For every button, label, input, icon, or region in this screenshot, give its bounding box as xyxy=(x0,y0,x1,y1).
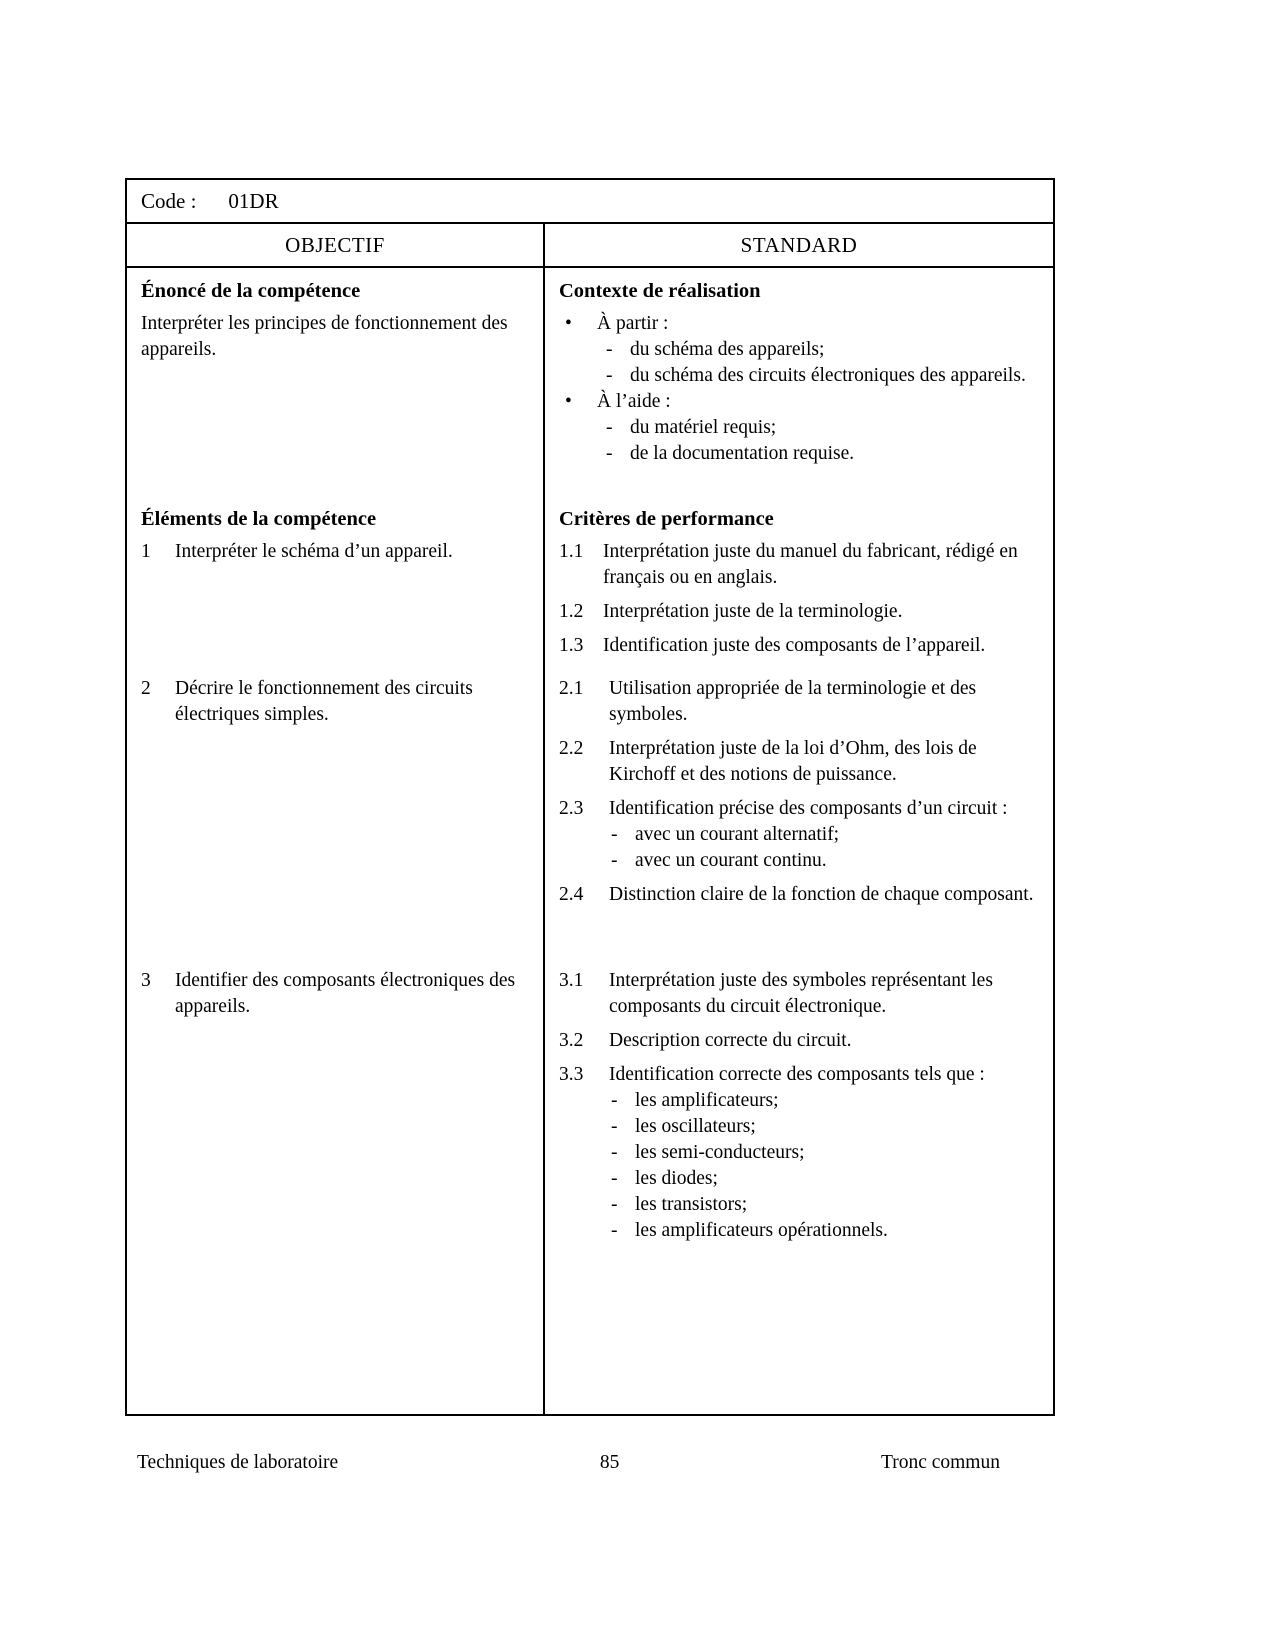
dash-item xyxy=(606,363,1039,389)
element-item xyxy=(141,539,529,565)
critere-item xyxy=(559,599,1039,625)
dash-text: les amplificateurs opérationnels. xyxy=(635,1220,888,1241)
dash-text: avec un courant alternatif; xyxy=(635,824,840,845)
bullet-body xyxy=(597,389,1039,467)
footer-doc-title: Techniques de laboratoire xyxy=(137,1452,339,1473)
objectif-column-header: OBJECTIF xyxy=(127,224,545,266)
standard-column-header: STANDARD xyxy=(740,232,858,257)
element-number: 3 xyxy=(141,970,151,991)
enonce-text: Interpréter les principes de fonctionnement des appareils. xyxy=(141,313,508,360)
dash-item xyxy=(606,415,1039,441)
footer-section-title: Tronc commun xyxy=(880,1452,1000,1473)
elements-title: Éléments de la compétence xyxy=(141,508,377,530)
dash-text: les diodes; xyxy=(635,1168,718,1189)
critere-item xyxy=(559,676,1039,728)
element-number: 1 xyxy=(141,541,151,562)
dash-marker: - xyxy=(611,1168,618,1189)
critere-text: Utilisation appropriée de la terminologie et des symboles. xyxy=(609,678,977,725)
critere-text: Identification juste des composants de l’appareil. xyxy=(603,635,986,656)
page-footer xyxy=(137,1452,1000,1474)
bullet-marker: • xyxy=(565,391,572,412)
critere-item xyxy=(559,539,1039,591)
critere-item xyxy=(559,1062,1039,1088)
dash-item xyxy=(611,1192,1039,1218)
element-number: 2 xyxy=(141,678,151,699)
elements-section xyxy=(127,496,545,662)
code-row xyxy=(127,180,1053,224)
critere-text: Identification précise des composants d’un circuit : xyxy=(609,798,1008,819)
enonce-title: Énoncé de la compétence xyxy=(141,280,361,302)
critere-text: Interprétation juste des symboles représentant les composants du circuit électronique. xyxy=(609,970,993,1017)
critere-number: 2.2 xyxy=(559,738,584,759)
bullet-text: À partir : xyxy=(597,313,669,334)
dash-marker: - xyxy=(611,1116,618,1137)
critere-number: 1.3 xyxy=(559,635,584,656)
dash-item xyxy=(611,822,1039,848)
critere-text: Description correcte du circuit. xyxy=(609,1030,852,1051)
dash-text: les semi-conducteurs; xyxy=(635,1142,805,1163)
code-label: Code : xyxy=(141,188,197,213)
element-section-3 xyxy=(127,954,545,1414)
criteres-title: Critères de performance xyxy=(559,508,774,530)
code-value: 01DR xyxy=(228,188,279,213)
bullet-text: À l’aide : xyxy=(597,391,671,412)
critere-number: 3.3 xyxy=(559,1064,584,1085)
dash-text: les oscillateurs; xyxy=(635,1116,756,1137)
bullet-item xyxy=(559,389,1039,467)
dash-marker: - xyxy=(606,339,613,360)
dash-item xyxy=(611,1166,1039,1192)
critere-number: 2.1 xyxy=(559,678,584,699)
dash-marker: - xyxy=(611,1090,618,1111)
table-body xyxy=(127,268,1053,1414)
dash-item xyxy=(611,1218,1039,1244)
critere-item xyxy=(559,796,1039,822)
footer-page-number: 85 xyxy=(599,1452,620,1473)
column-header-row xyxy=(127,224,1053,268)
enonce-section xyxy=(127,268,545,496)
dash-text: de la documentation requise. xyxy=(630,443,855,464)
dash-text: les transistors; xyxy=(635,1194,748,1215)
element-item xyxy=(141,968,529,1020)
dash-text: avec un courant continu. xyxy=(635,850,827,871)
dash-text: du schéma des appareils; xyxy=(630,339,825,360)
competency-table xyxy=(125,178,1055,1416)
critere-text: Interprétation juste de la terminologie. xyxy=(603,601,903,622)
element-item xyxy=(141,676,529,728)
dash-marker: - xyxy=(611,850,618,871)
dash-item xyxy=(611,1140,1039,1166)
dash-item xyxy=(606,337,1039,363)
critere-item xyxy=(559,736,1039,788)
element-section-2 xyxy=(127,662,545,954)
dash-marker: - xyxy=(611,824,618,845)
dash-text: les amplificateurs; xyxy=(635,1090,779,1111)
critere-sub-list xyxy=(611,822,1039,874)
critere-item xyxy=(559,1028,1039,1054)
bullet-item xyxy=(559,311,1039,389)
critere-number: 3.1 xyxy=(559,970,584,991)
contexte-section xyxy=(545,268,1053,496)
critere-item xyxy=(559,633,1039,659)
dash-marker: - xyxy=(611,1194,618,1215)
critere-text: Distinction claire de la fonction de chaque composant. xyxy=(609,884,1034,905)
dash-marker: - xyxy=(606,417,613,438)
contexte-title: Contexte de réalisation xyxy=(559,280,761,302)
criteres-section xyxy=(545,496,1053,662)
critere-number: 2.4 xyxy=(559,884,584,905)
dash-marker: - xyxy=(611,1142,618,1163)
dash-marker: - xyxy=(606,365,613,386)
bullet-body xyxy=(597,311,1039,389)
dash-item xyxy=(611,1088,1039,1114)
element-text: Décrire le fonctionnement des circuits électriques simples. xyxy=(175,678,473,725)
critere-item xyxy=(559,968,1039,1020)
critere-item xyxy=(559,882,1039,908)
dash-marker: - xyxy=(606,443,613,464)
dash-marker: - xyxy=(611,1220,618,1241)
critere-number: 1.1 xyxy=(559,541,584,562)
critere-sub-list xyxy=(611,1088,1039,1244)
dash-item xyxy=(611,1114,1039,1140)
critere-number: 3.2 xyxy=(559,1030,584,1051)
element-text: Identifier des composants électroniques des appareils. xyxy=(175,970,516,1017)
critere-text: Interprétation juste du manuel du fabricant, rédigé en français ou en anglais. xyxy=(603,541,1018,588)
critere-number: 2.3 xyxy=(559,798,584,819)
dash-item xyxy=(611,848,1039,874)
dash-item xyxy=(606,441,1039,467)
critere-text: Interprétation juste de la loi d’Ohm, des lois de Kirchoff et des notions de puissance. xyxy=(609,738,977,785)
critere-number: 1.2 xyxy=(559,601,584,622)
criteres-group-3 xyxy=(545,954,1053,1414)
criteres-group-2 xyxy=(545,662,1053,954)
critere-text: Identification correcte des composants tels que : xyxy=(609,1064,985,1085)
element-text: Interpréter le schéma d’un appareil. xyxy=(175,541,453,562)
dash-text: du schéma des circuits électroniques des appareils. xyxy=(630,365,1026,386)
bullet-marker: • xyxy=(565,313,572,334)
dash-text: du matériel requis; xyxy=(630,417,777,438)
